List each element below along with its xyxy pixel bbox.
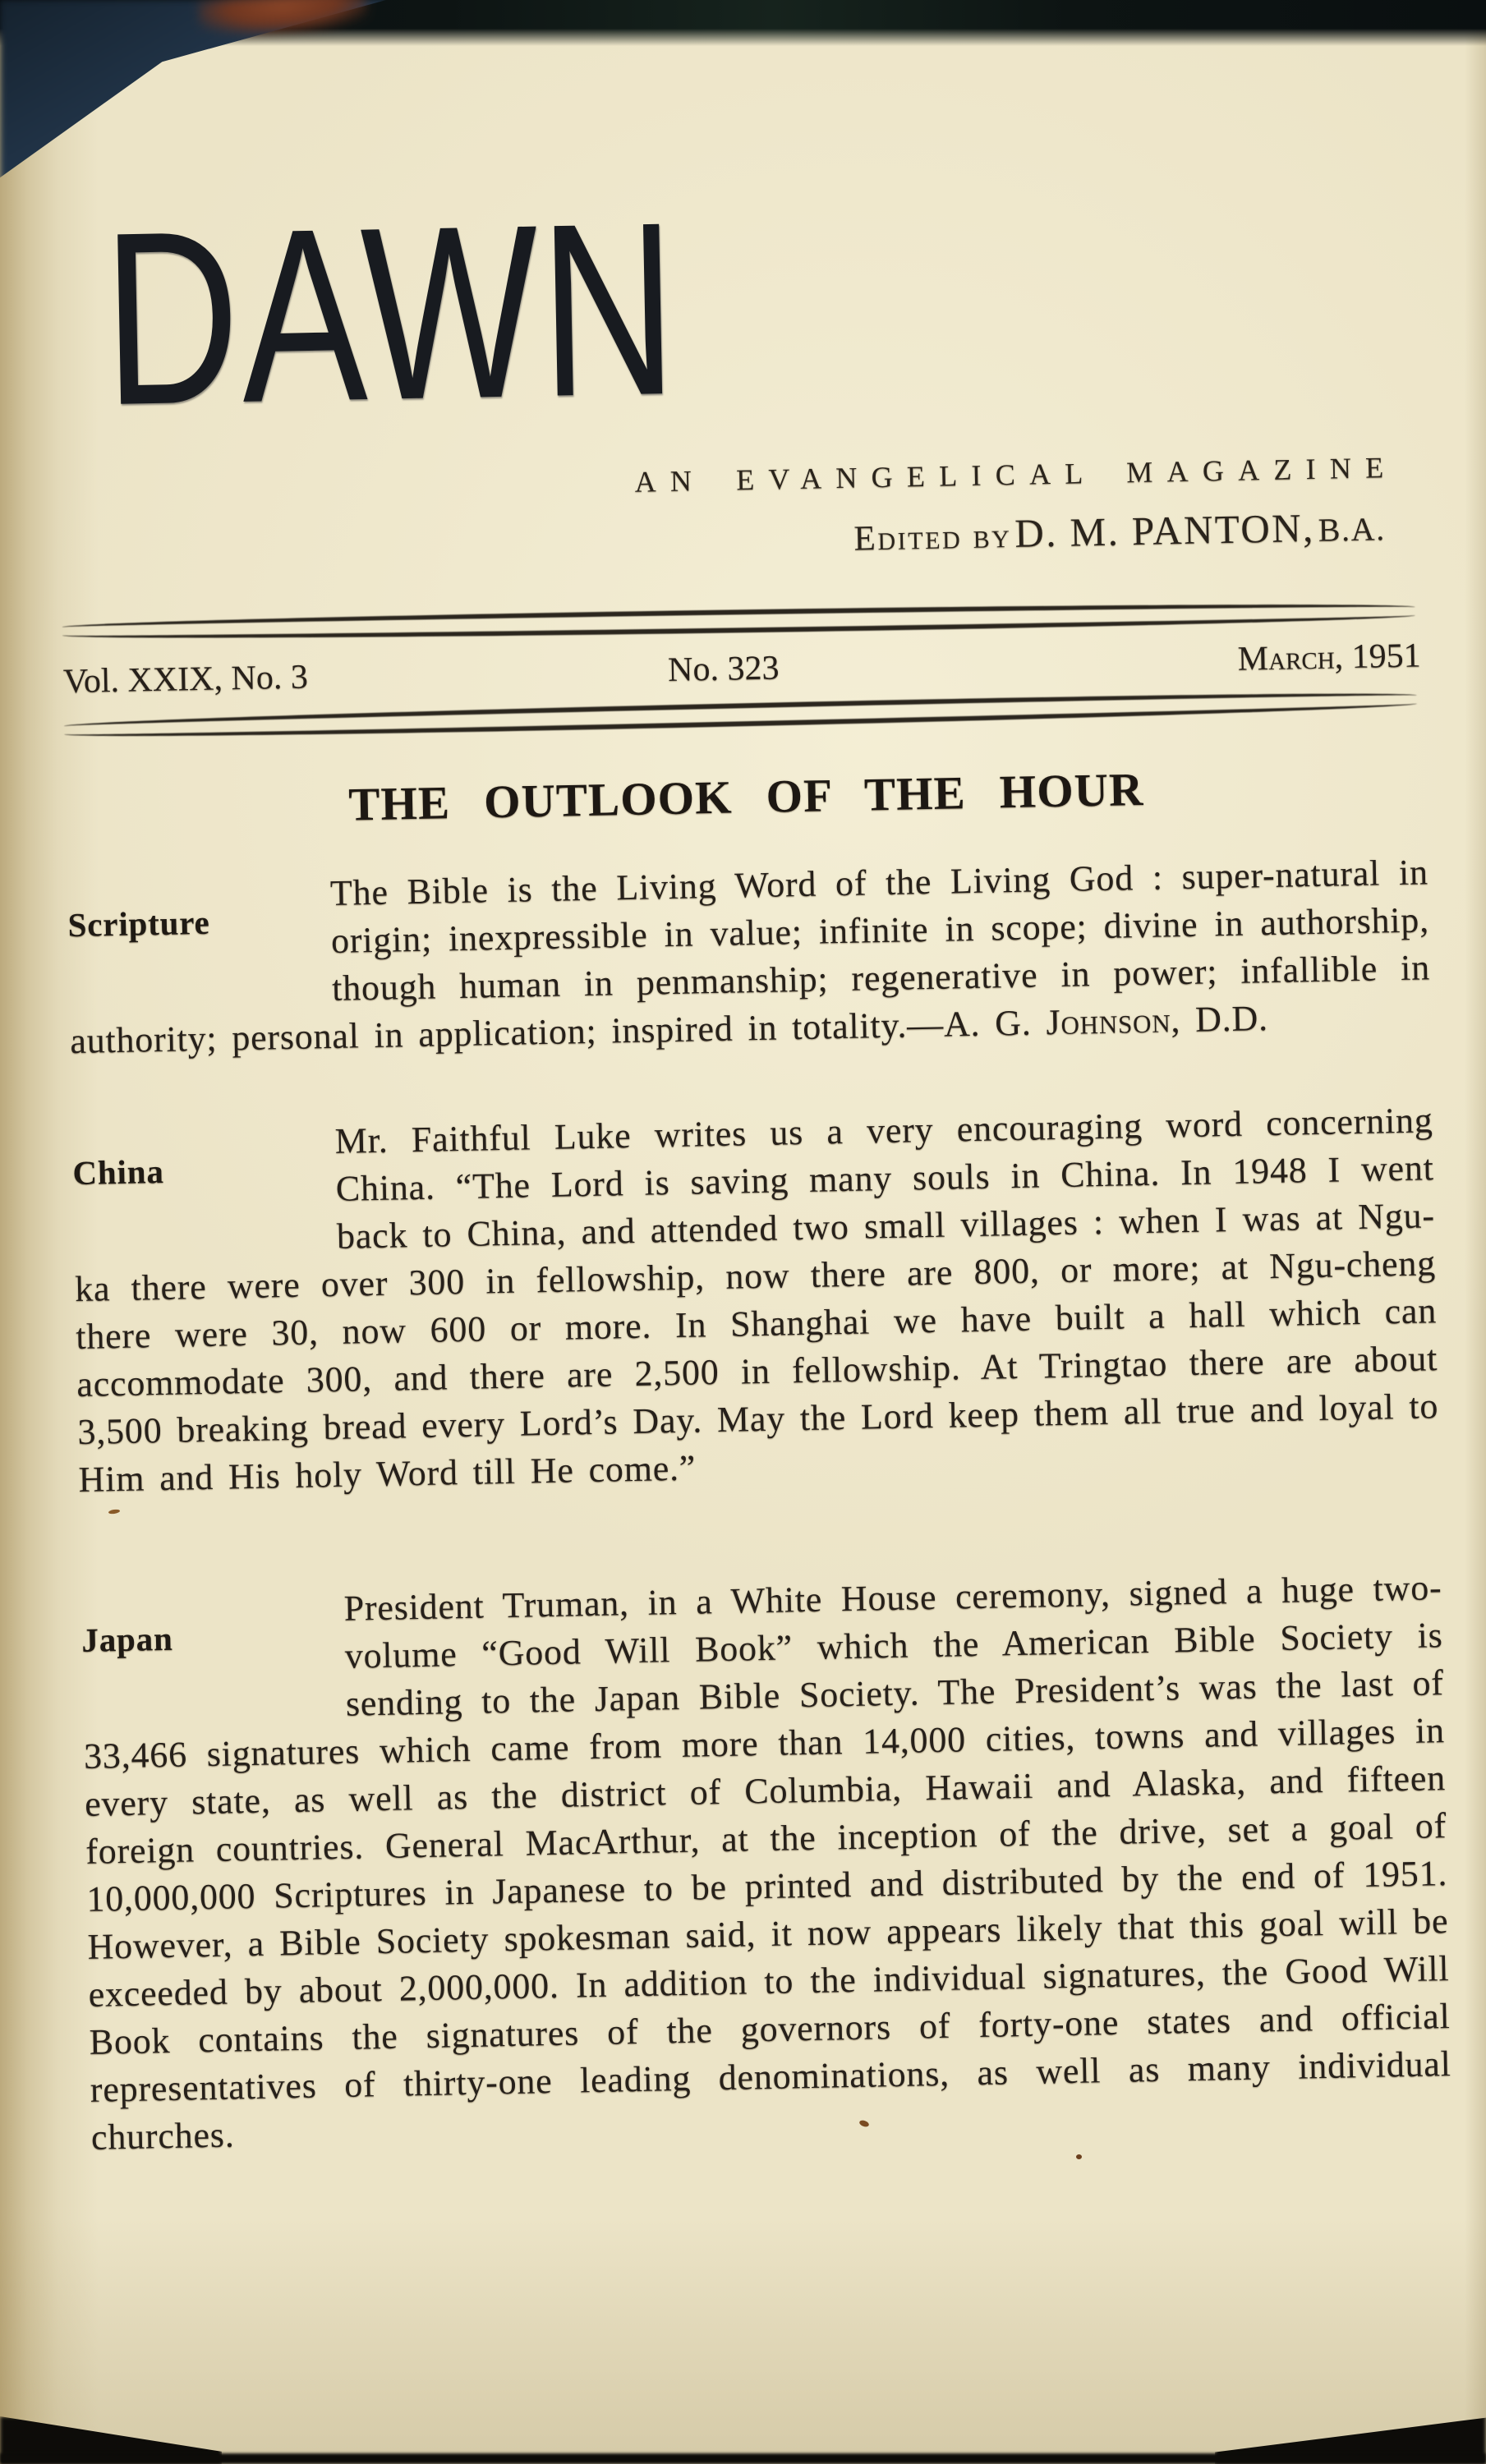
article-title: THE OUTLOOK OF THE HOUR	[347, 763, 1144, 831]
issue-date: March, 1951	[1237, 637, 1422, 678]
masthead-right-block	[59, 449, 1422, 575]
section-label: Scripture	[67, 903, 210, 945]
editor-degree: B.A.	[1318, 510, 1387, 549]
photo-edge-bottom	[0, 2453, 1486, 2464]
issue-number: No. 323	[667, 649, 780, 690]
section-china	[71, 1096, 1440, 1504]
magazine-subtitle: AN EVANGELICAL MAGAZINE	[634, 450, 1398, 499]
section-label: Japan	[81, 1619, 174, 1659]
author-name: Johnson,	[1046, 1000, 1181, 1043]
editor-line	[60, 503, 1386, 575]
section-label: China	[72, 1152, 165, 1193]
divider-rule-top	[62, 600, 1415, 642]
volume-label: Vol. XXIX, No. 3	[62, 658, 309, 701]
section-text: Mr. Faithful Luke writes us a very encouraging word concerning China. “The Lord is saving many souls in China. In 1948 I went back to China, and attended two small villages : when I was at Ngu-ka there were over 300 in fellowship, now there are 800, or more; at Ngu-cheng there were 30, now 600 or more. In Shanghai we have built a hall which can accommodate 300, and there are 2,500 in fellowship. At Tringtao there are about 3,500 breaking bread every Lord’s Day. May the Lord keep them all true and loyal to Him and His holy Word till He come.”	[74, 1100, 1439, 1500]
editor-name: D. M. PANTON,	[1014, 504, 1316, 556]
edited-by-label: Edited by	[853, 516, 1012, 559]
section-text: President Truman, in a White House ceremony, signed a huge two-volume “Good Will Book” which the American Bible Society is sending to the Japan Bible Society. The President’s was the last of 33,466 signatures which came from more than 14,000 cities, towns and villages in every state, as well as the district of Columbia, Hawaii and Alaska, and fifteen foreign countries. General MacArthur, at the inception of the drive, set a goal of 10,000,000 Scriptures in Japanese to be printed and distributed by the end of 1951. However, a Bible Society spokesman said, it now appears likely that this goal will be exceeded by about 2,000,000. In addition to the individual signatures, the Good Will Book contains the signatures of the governors of forty-one states and official representatives of thirty-one leading denominations, as well as many individual churches.	[83, 1567, 1452, 2158]
issue-bar	[63, 636, 1422, 701]
magazine-title: DAWN	[101, 169, 681, 457]
author-degree: D.D.	[1180, 998, 1269, 1041]
section-scripture	[67, 848, 1431, 1065]
section-text: The Bible is the Living Word of the Living God : super-natural in origin; inexpressible in value; infinite in scope; divine in authorship, though human in penmanship; regenerative in power; infallible in authority; personal in application; inspired in totality.—A. G.	[69, 852, 1431, 1062]
section-japan	[81, 1564, 1452, 2162]
